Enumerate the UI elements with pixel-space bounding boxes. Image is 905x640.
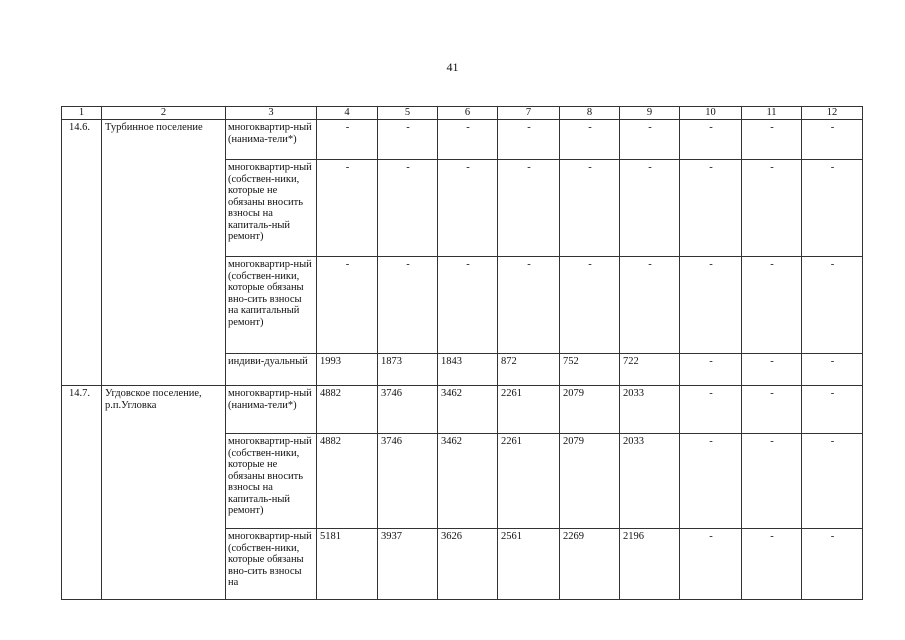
value-cell: 1873 [378, 354, 438, 386]
value-cell: - [802, 386, 863, 434]
value-cell: - [742, 529, 802, 600]
value-cell: - [742, 354, 802, 386]
header-cell: 8 [560, 107, 620, 120]
housing-category-cell: многоквартир-ный (нанима-тели*) [226, 120, 317, 160]
housing-category-cell: многоквартир-ный (собствен-ники, которые не обязаны вносить взносы на капиталь-ный ремонт) [226, 434, 317, 529]
tariff-table [61, 106, 863, 600]
header-cell: 10 [680, 107, 742, 120]
value-cell: - [560, 257, 620, 354]
housing-category-cell: многоквартир-ный (собствен-ники, которые не обязаны вносить взносы на капиталь-ный ремонт) [226, 160, 317, 257]
value-cell: 3462 [438, 386, 498, 434]
table-header-row [62, 107, 863, 120]
value-cell: - [620, 160, 680, 257]
value-cell: - [438, 160, 498, 257]
value-cell: - [802, 257, 863, 354]
value-cell: 2196 [620, 529, 680, 600]
value-cell: 2561 [498, 529, 560, 600]
housing-category-cell: индиви-дуальный [226, 354, 317, 386]
value-cell: - [620, 120, 680, 160]
value-cell: 2261 [498, 434, 560, 529]
value-cell: 2079 [560, 434, 620, 529]
value-cell: 4882 [317, 386, 378, 434]
value-cell: - [378, 120, 438, 160]
value-cell: 2079 [560, 386, 620, 434]
housing-category-cell: многоквартир-ный (собствен-ники, которые обязаны вно-сить взносы на капитальный ремонт) [226, 257, 317, 354]
housing-category-cell: многоквартир-ный (нанима-тели*) [226, 386, 317, 434]
table-row [62, 386, 863, 434]
value-cell: 3462 [438, 434, 498, 529]
header-cell: 1 [62, 107, 102, 120]
value-cell: - [802, 120, 863, 160]
settlement-cell: Угдовское поселение, р.п.Угловка [102, 386, 226, 600]
header-cell: 6 [438, 107, 498, 120]
value-cell: - [560, 120, 620, 160]
value-cell: - [742, 434, 802, 529]
value-cell: 3937 [378, 529, 438, 600]
value-cell: - [742, 257, 802, 354]
value-cell: - [680, 120, 742, 160]
value-cell: - [317, 257, 378, 354]
value-cell: 3746 [378, 386, 438, 434]
value-cell: - [498, 120, 560, 160]
value-cell: - [317, 120, 378, 160]
value-cell: - [742, 386, 802, 434]
value-cell: 1993 [317, 354, 378, 386]
value-cell: 2033 [620, 386, 680, 434]
value-cell: - [802, 529, 863, 600]
value-cell: 872 [498, 354, 560, 386]
value-cell: - [802, 160, 863, 257]
header-cell: 11 [742, 107, 802, 120]
header-cell: 5 [378, 107, 438, 120]
housing-category-cell: многоквартир-ный (собствен-ники, которые обязаны вно-сить взносы на [226, 529, 317, 600]
header-cell: 3 [226, 107, 317, 120]
header-cell: 2 [102, 107, 226, 120]
row-number-cell: 14.6. [62, 120, 102, 386]
value-cell: 3626 [438, 529, 498, 600]
value-cell: - [802, 354, 863, 386]
value-cell: 2261 [498, 386, 560, 434]
value-cell: - [438, 257, 498, 354]
value-cell: 5181 [317, 529, 378, 600]
value-cell: 3746 [378, 434, 438, 529]
value-cell: - [680, 386, 742, 434]
value-cell: - [317, 160, 378, 257]
value-cell: - [680, 354, 742, 386]
value-cell: - [498, 160, 560, 257]
value-cell: - [378, 160, 438, 257]
header-cell: 7 [498, 107, 560, 120]
value-cell: 2033 [620, 434, 680, 529]
value-cell: - [620, 257, 680, 354]
value-cell: - [680, 434, 742, 529]
value-cell: - [498, 257, 560, 354]
header-cell: 12 [802, 107, 863, 120]
value-cell: - [438, 120, 498, 160]
settlement-cell: Турбинное поселение [102, 120, 226, 386]
page-number: 41 [446, 60, 459, 74]
value-cell: 752 [560, 354, 620, 386]
value-cell: 1843 [438, 354, 498, 386]
table-row [62, 120, 863, 160]
header-cell: 9 [620, 107, 680, 120]
value-cell: - [742, 160, 802, 257]
value-cell: - [680, 257, 742, 354]
value-cell: - [802, 434, 863, 529]
value-cell: - [378, 257, 438, 354]
row-number-cell: 14.7. [62, 386, 102, 600]
value-cell: - [680, 160, 742, 257]
value-cell: - [560, 160, 620, 257]
value-cell: - [680, 529, 742, 600]
value-cell: 4882 [317, 434, 378, 529]
value-cell: - [742, 120, 802, 160]
value-cell: 2269 [560, 529, 620, 600]
header-cell: 4 [317, 107, 378, 120]
value-cell: 722 [620, 354, 680, 386]
